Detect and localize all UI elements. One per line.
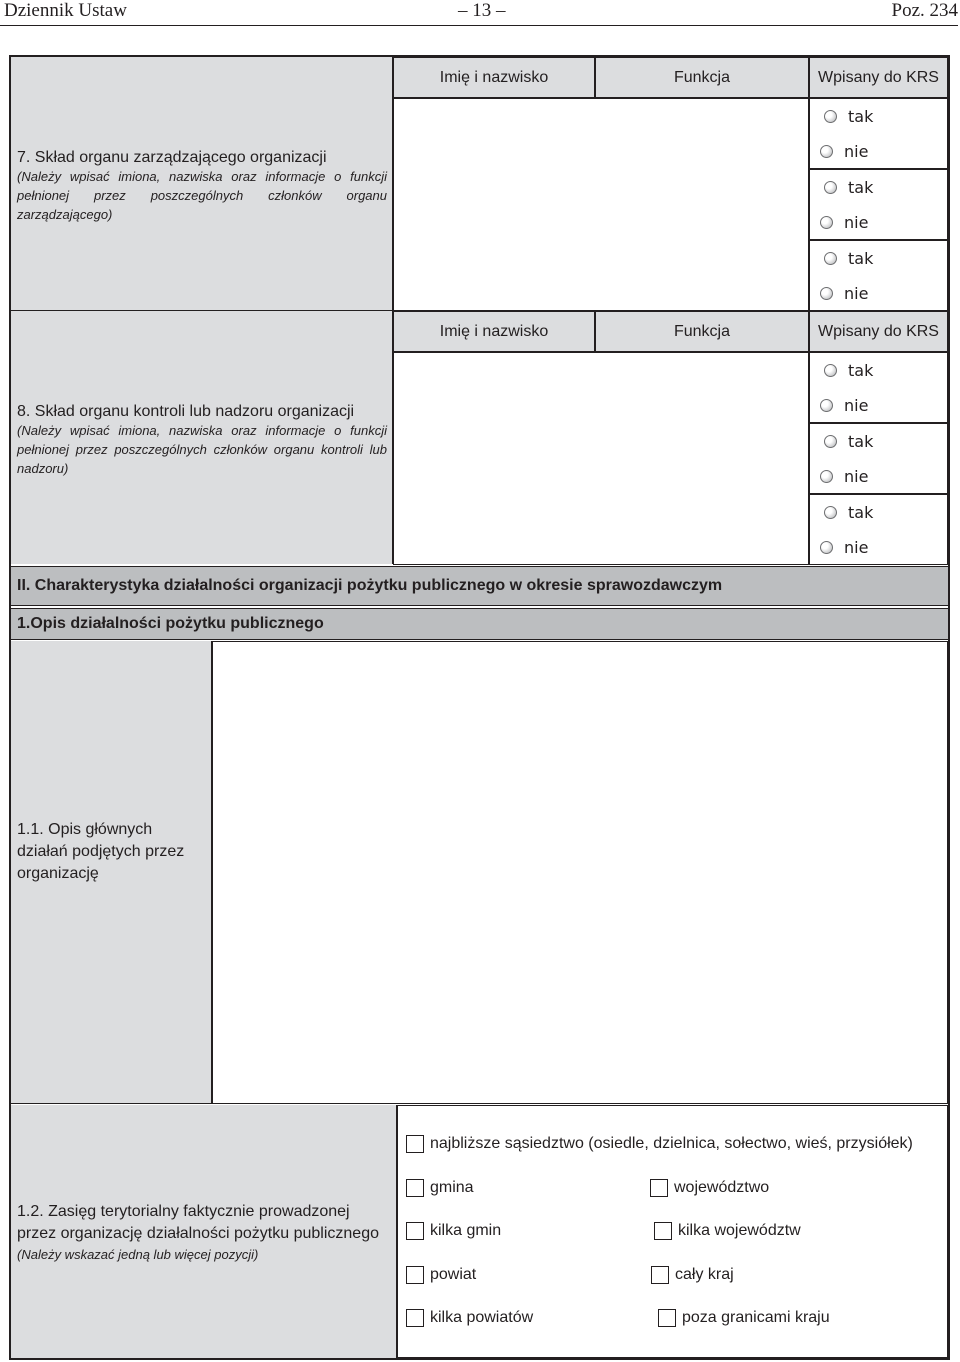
s7-radio-yes-label-1: tak — [848, 107, 874, 126]
s8-radio-yes-2[interactable] — [824, 435, 837, 448]
s7-radio-no-1[interactable] — [820, 145, 833, 158]
item12-label-cell — [11, 1105, 397, 1358]
s7-radio-yes-label-2: tak — [848, 178, 874, 197]
label-gmina: gmina — [430, 1179, 474, 1196]
label-kilka-wojewodztw: kilka województw — [678, 1222, 801, 1239]
position-number: Poz. 234 — [891, 0, 958, 21]
s8-entries-area[interactable] — [393, 352, 809, 565]
s7-radio-yes-3[interactable] — [824, 252, 837, 265]
checkbox-powiat[interactable] — [406, 1266, 424, 1284]
s7-krs-cell-1 — [809, 98, 948, 169]
s7-col-krs: Wpisany do KRS — [809, 57, 948, 98]
section8-title: 8. Skład organu kontroli lub nadzoru organizacji — [17, 403, 355, 420]
s7-col-function: Funkcja — [595, 57, 809, 98]
item12-note: (Należy wskazać jedną lub więcej pozycji) — [17, 1247, 259, 1262]
s8-radio-no-1[interactable] — [820, 399, 833, 412]
s8-col-krs: Wpisany do KRS — [809, 311, 948, 352]
s8-radio-yes-3[interactable] — [824, 506, 837, 519]
s7-krs-cell-2 — [809, 169, 948, 240]
section7-title: 7. Skład organu zarządzającego organizacji — [17, 149, 327, 166]
checkbox-kilka-powiatow[interactable] — [406, 1309, 424, 1327]
s8-col-function: Funkcja — [595, 311, 809, 352]
part2-sub1-header: 1.Opis działalności pożytku publicznego — [10, 608, 949, 640]
s8-radio-no-label-2: nie — [844, 467, 869, 486]
s8-radio-no-label-3: nie — [844, 538, 869, 557]
s8-krs-cell-2 — [809, 423, 948, 494]
s7-entries-area[interactable] — [393, 98, 809, 311]
checkbox-nearest[interactable] — [406, 1135, 424, 1153]
s8-radio-yes-label-1: tak — [848, 361, 874, 380]
label-powiat: powiat — [430, 1266, 477, 1283]
section7-label-cell — [11, 57, 393, 311]
s7-radio-yes-2[interactable] — [824, 181, 837, 194]
item12-options-area — [397, 1105, 948, 1358]
part2-header: II. Charakterystyka działalności organizacji pożytku publicznego w okresie sprawozdawczym — [10, 566, 949, 606]
s8-radio-yes-label-2: tak — [848, 432, 874, 451]
checkbox-wojewodztwo[interactable] — [650, 1179, 668, 1197]
s7-col-name: Imię i nazwisko — [393, 57, 595, 98]
checkbox-gmina[interactable] — [406, 1179, 424, 1197]
s7-krs-cell-3 — [809, 240, 948, 311]
page-number: – 13 – — [458, 0, 506, 21]
item12-title: 1.2. Zasięg terytorialny faktycznie prowadzonej przez organizację działalności pożytku publicznego — [17, 1203, 379, 1242]
item11-title: 1.1. Opis głównych działań podjętych przez organizację — [17, 821, 185, 882]
s8-radio-yes-1[interactable] — [824, 364, 837, 377]
s8-krs-cell-1 — [809, 352, 948, 423]
section7-note: (Należy wpisać imiona, nazwiska oraz informacje o funkcji pełnionej przez poszczególnych członków organu zarządzającego) — [17, 169, 387, 222]
checkbox-caly-kraj[interactable] — [651, 1266, 669, 1284]
label-nearest: najbliższe sąsiedztwo (osiedle, dzielnica, sołectwo, wieś, przysiółek) — [430, 1135, 913, 1152]
section8-label-cell — [11, 311, 393, 564]
checkbox-poza-granicami[interactable] — [658, 1309, 676, 1327]
checkbox-kilka-gmin[interactable] — [406, 1222, 424, 1240]
checkbox-kilka-wojewodztw[interactable] — [654, 1222, 672, 1240]
s7-radio-no-3[interactable] — [820, 287, 833, 300]
s8-radio-no-label-1: nie — [844, 396, 869, 415]
s8-radio-no-2[interactable] — [820, 470, 833, 483]
item11-label-cell — [11, 641, 212, 1104]
s7-radio-yes-1[interactable] — [824, 110, 837, 123]
label-wojewodztwo: województwo — [674, 1179, 770, 1196]
s8-col-name: Imię i nazwisko — [393, 311, 595, 352]
s7-radio-no-label-1: nie — [844, 142, 869, 161]
item11-description-field[interactable] — [212, 641, 948, 1104]
s7-radio-no-label-3: nie — [844, 284, 869, 303]
label-poza-granicami: poza granicami kraju — [682, 1309, 830, 1326]
s8-krs-cell-3 — [809, 494, 948, 565]
journal-title: Dziennik Ustaw — [4, 0, 127, 21]
header-rule — [0, 25, 958, 26]
s7-radio-no-2[interactable] — [820, 216, 833, 229]
label-caly-kraj: cały kraj — [675, 1266, 734, 1283]
s7-radio-yes-label-3: tak — [848, 249, 874, 268]
s8-radio-no-3[interactable] — [820, 541, 833, 554]
s7-radio-no-label-2: nie — [844, 213, 869, 232]
s8-radio-yes-label-3: tak — [848, 503, 874, 522]
section8-note: (Należy wpisać imiona, nazwiska oraz informacje o funkcji pełnionej przez poszczególnych członków organu kontroli lub nadzoru) — [17, 423, 387, 476]
label-kilka-powiatow: kilka powiatów — [430, 1309, 534, 1326]
label-kilka-gmin: kilka gmin — [430, 1222, 502, 1239]
